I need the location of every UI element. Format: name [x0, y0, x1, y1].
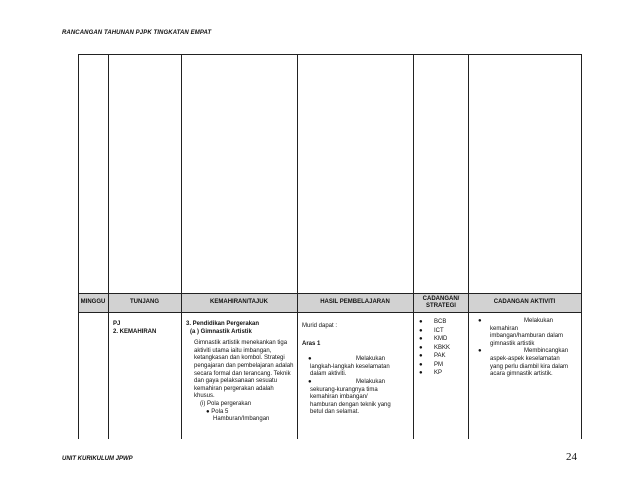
strategi-text: PAK — [434, 353, 446, 359]
strategi-text: PM — [434, 361, 443, 368]
col-header-hasil: HASIL PEMBELAJARAN — [320, 299, 390, 305]
bullet-icon: ● — [308, 356, 312, 363]
hasil-aras: Aras 1 — [302, 340, 321, 347]
tunjang-cell — [113, 321, 156, 336]
bullet-icon: ● — [206, 408, 212, 415]
kemahiran-para-line: aktiviti utama iaitu imbangan, — [194, 347, 272, 354]
strategi-text: KBKK — [434, 344, 451, 351]
bullet-icon: ● — [419, 319, 423, 325]
strategi-item — [419, 344, 450, 353]
col-header-strategi: CADANGAN/ STRATEGI — [422, 295, 460, 309]
hasil-line: dalam aktiviti. — [310, 371, 347, 378]
strategi-item — [419, 335, 450, 344]
strategi-text: KP — [434, 370, 443, 376]
kemahiran-bullet-cont: Hamburan/Imbangan — [213, 416, 270, 423]
aktiviti-item — [474, 318, 580, 348]
hasil-cell — [302, 323, 410, 417]
aktiviti-item — [474, 348, 580, 378]
bullet-icon: ● — [419, 344, 423, 351]
strategi-text: BCB — [434, 319, 447, 325]
kemahiran-para-line: pengajaran dan pembelajaran adalah — [194, 362, 294, 369]
kemahiran-bullet-text: Pola 5 — [211, 408, 229, 415]
bullet-icon: ● — [419, 361, 423, 368]
kemahiran-title: 3. Pendidikan Pergerakan — [186, 321, 260, 327]
aktiviti-line: yang perlu diambil kira dalam — [490, 363, 569, 370]
kemahiran-bullet — [194, 409, 296, 417]
hasil-line: langkah-langkah keselamatan — [310, 363, 390, 370]
kemahiran-para-line: kemahiran pergerakan adalah — [194, 385, 274, 392]
strategi-item — [419, 318, 450, 327]
strategi-list — [419, 318, 450, 378]
col-border — [108, 54, 109, 439]
kemahiran-sub: (i) Pola pergerakan — [200, 400, 252, 407]
col-border — [581, 54, 582, 439]
strategi-item — [419, 327, 450, 336]
col-border — [181, 54, 182, 439]
hasil-line: Melakukan — [356, 378, 386, 385]
hasil-item — [302, 379, 410, 417]
bullet-icon: ● — [478, 348, 482, 355]
kemahiran-para-line: khusus. — [194, 393, 215, 400]
hasil-line: Melakukan — [356, 356, 386, 363]
hasil-line: sekurang-kurangnya tima — [310, 386, 378, 393]
col-header-aktiviti: CADANGAN AKTIVITI — [493, 299, 556, 305]
table-top-border — [78, 54, 581, 55]
col-border — [413, 54, 414, 439]
strategi-item — [419, 361, 450, 370]
col-border — [78, 54, 79, 439]
col-border — [468, 54, 469, 439]
tunjang-line: 2. KEMAHIRAN — [113, 328, 157, 335]
kemahiran-para-line: ketangkasan dan kombol. Strategi — [194, 355, 285, 362]
hasil-intro: Murid dapat : — [302, 323, 338, 329]
aktiviti-line: kemahiran — [490, 325, 519, 332]
aktiviti-line: Membincangkan — [524, 348, 569, 355]
bullet-icon: ● — [419, 327, 423, 334]
strategi-item — [419, 352, 450, 361]
hasil-line: kemahiran imbangan/ — [310, 394, 368, 401]
tunjang-line: PJ — [113, 321, 121, 327]
strategi-text: ICT — [434, 327, 444, 334]
aktiviti-line: Melakukan — [524, 318, 554, 324]
aktiviti-line: gimnastik artistik — [490, 340, 535, 347]
col-header-minggu: MINGGU — [80, 299, 106, 305]
hasil-item — [302, 356, 410, 379]
bullet-icon: ● — [419, 370, 423, 376]
bullet-icon: ● — [419, 353, 423, 359]
bullet-icon: ● — [308, 378, 312, 385]
aktiviti-cell — [474, 318, 580, 379]
bullet-icon: ● — [478, 318, 482, 324]
hasil-line: hamburan dengan teknik yang — [310, 401, 391, 408]
kemahiran-para-line: secara formal dan terancang. Teknik — [194, 370, 291, 377]
aktiviti-line: aspek-aspek keselamatan — [490, 355, 560, 362]
kemahiran-para-line: Gimnastik artistik menekankan tiga — [194, 340, 288, 347]
aktiviti-line: imbangan/hamburan dalam — [490, 333, 564, 340]
kemahiran-para-line: dan gaya pelaksanaan sesuatu — [194, 378, 278, 385]
col-border — [297, 54, 298, 439]
col-header-tunjang: TUNJANG — [129, 299, 159, 305]
hasil-line: betul dan selamat. — [310, 409, 360, 416]
kemahiran-subtitle: (a ) Gimnastik Artistik — [190, 328, 252, 335]
document-header: RANCANGAN TAHUNAN PJPK TINGKATAN EMPAT — [62, 30, 212, 36]
document-footer: UNIT KURIKULUM JPWP — [62, 456, 133, 462]
kemahiran-cell — [186, 321, 296, 424]
col-header-kemahiran: KEMAHIRAN/TAJUK — [210, 299, 268, 305]
strategi-item — [419, 369, 450, 378]
aktiviti-line: acara gimnastik artistik. — [490, 371, 553, 378]
strategi-text: KMD — [434, 336, 448, 342]
header-bottom-border — [78, 312, 581, 313]
page-number: 24 — [566, 451, 577, 463]
bullet-icon: ● — [419, 336, 423, 342]
